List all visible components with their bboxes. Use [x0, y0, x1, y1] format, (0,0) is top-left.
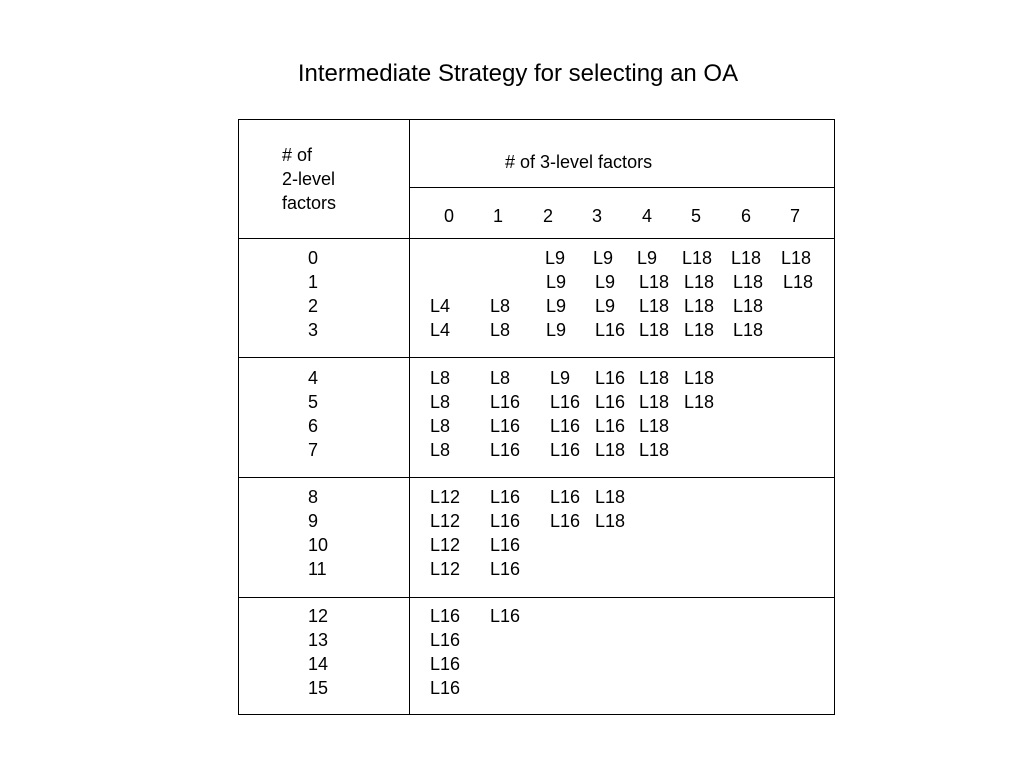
table-cell: L16: [430, 678, 461, 698]
table-cell: L16: [430, 654, 461, 674]
table-cell: L16: [595, 320, 626, 340]
table-cell: L18: [684, 392, 715, 412]
column-header-label: # of 3-level factors: [505, 152, 653, 172]
table-cell: L8: [430, 440, 451, 460]
table-cell: L16: [550, 440, 581, 460]
table-cell: L18: [595, 487, 626, 507]
table-cell: L16: [595, 368, 626, 388]
table-cell: L18: [639, 272, 670, 292]
table-cell: L16: [490, 559, 521, 579]
row-label: 10: [308, 535, 329, 555]
row-header-line: factors: [282, 193, 337, 213]
table-cell: L9: [546, 320, 567, 340]
table-cell: L16: [490, 392, 521, 412]
row-label: 12: [308, 606, 329, 626]
table-cell: L16: [550, 487, 581, 507]
table-cell: L16: [490, 440, 521, 460]
row-label: 9: [308, 511, 319, 531]
table-cell: L16: [490, 416, 521, 436]
table-cell: L8: [430, 416, 451, 436]
table-cell: L8: [430, 392, 451, 412]
row-label: 14: [308, 654, 329, 674]
table-cell: L8: [490, 296, 511, 316]
table-cell: L18: [731, 248, 762, 268]
table-column-divider: [409, 119, 410, 715]
row-header-line: 2-level: [282, 169, 336, 189]
table-cell: L18: [682, 248, 713, 268]
table-cell: L18: [639, 416, 670, 436]
table-cell: L9: [546, 296, 567, 316]
table-cell: L9: [593, 248, 614, 268]
column-value: 2: [543, 206, 554, 226]
table-cell: L16: [550, 416, 581, 436]
table-cell: L16: [490, 487, 521, 507]
table-cell: L18: [684, 296, 715, 316]
page-title: Intermediate Strategy for selecting an OA: [297, 60, 739, 87]
group-divider-3: [238, 477, 835, 478]
table-cell: L18: [639, 296, 670, 316]
table-cell: L16: [595, 392, 626, 412]
table-cell: L16: [595, 416, 626, 436]
column-value: 7: [790, 206, 801, 226]
table-cell: L18: [639, 440, 670, 460]
table-cell: L18: [639, 392, 670, 412]
table-cell: L18: [684, 272, 715, 292]
header-divider: [409, 187, 835, 188]
group-divider-1: [238, 238, 835, 239]
table-cell: L9: [546, 272, 567, 292]
table-cell: L18: [595, 511, 626, 531]
table-cell: L8: [430, 368, 451, 388]
table-cell: L9: [550, 368, 571, 388]
table-cell: L18: [639, 320, 670, 340]
row-label: 3: [308, 320, 319, 340]
row-label: 13: [308, 630, 329, 650]
table-cell: L4: [430, 296, 451, 316]
table-cell: L16: [430, 606, 461, 626]
row-label: 11: [308, 559, 327, 579]
row-label: 1: [308, 272, 319, 292]
table-cell: L18: [733, 320, 764, 340]
table-cell: L18: [783, 272, 814, 292]
table-cell: L18: [595, 440, 626, 460]
table-cell: L9: [637, 248, 658, 268]
table-cell: L18: [781, 248, 812, 268]
row-label: 0: [308, 248, 319, 268]
column-value: 1: [493, 206, 504, 226]
table-cell: L8: [490, 320, 511, 340]
table-cell: L12: [430, 511, 461, 531]
table-cell: L8: [490, 368, 511, 388]
table-cell: L18: [733, 296, 764, 316]
column-value: 6: [741, 206, 752, 226]
table-cell: L16: [490, 511, 521, 531]
column-value: 0: [444, 206, 455, 226]
table-cell: L16: [550, 392, 581, 412]
table-cell: L16: [490, 535, 521, 555]
row-label: 15: [308, 678, 329, 698]
table-cell: L12: [430, 559, 461, 579]
table-cell: L16: [550, 511, 581, 531]
table-cell: L12: [430, 487, 461, 507]
row-label: 8: [308, 487, 319, 507]
table-cell: L18: [733, 272, 764, 292]
table-cell: L9: [545, 248, 566, 268]
group-divider-4: [238, 597, 835, 598]
table-cell: L4: [430, 320, 451, 340]
table-cell: L18: [684, 320, 715, 340]
group-divider-2: [238, 357, 835, 358]
table-cell: L9: [595, 272, 616, 292]
row-label: 6: [308, 416, 319, 436]
row-label: 5: [308, 392, 319, 412]
table-cell: L16: [430, 630, 461, 650]
row-header-label: [282, 143, 336, 215]
table-cell: L16: [490, 606, 521, 626]
table-cell: L18: [684, 368, 715, 388]
table-cell: L12: [430, 535, 461, 555]
column-value: 3: [592, 206, 603, 226]
row-label: 7: [308, 440, 319, 460]
column-value: 5: [691, 206, 702, 226]
column-value: 4: [642, 206, 653, 226]
table-cell: L18: [639, 368, 670, 388]
table-cell: L9: [595, 296, 616, 316]
row-label: 2: [308, 296, 319, 316]
row-header-line: # of: [282, 145, 313, 165]
row-label: 4: [308, 368, 319, 388]
